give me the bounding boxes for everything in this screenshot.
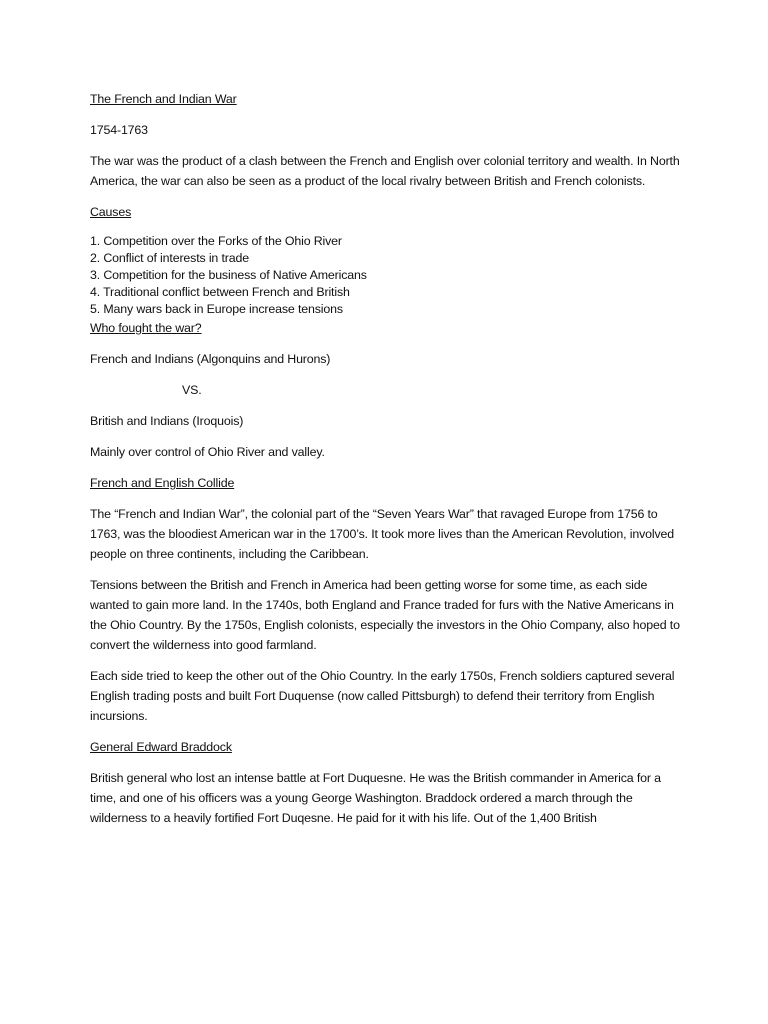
versus-text: VS.: [182, 383, 202, 397]
side-a-text: French and Indians (Algonquins and Hurons): [90, 352, 331, 366]
list-item: 5. Many wars back in Europe increase tensions: [90, 302, 343, 316]
braddock-paragraph: British general who lost an intense battle at Fort Duquesne. He was the British commander in America for a time, and one of his officers was a young George Washington. Braddock ordered a march through the wilderness to a heavily fortified Fort Duqesne. He paid for it with his life. Out of the 1,400 British: [90, 771, 661, 825]
document-body: [90, 89, 680, 828]
list-item: 3. Competition for the business of Native Americans: [90, 268, 367, 282]
intro-paragraph: The war was the product of a clash between the French and English over colonial territory and wealth. In North America, the war can also be seen as a product of the local rivalry between British and French colonists.: [90, 154, 680, 188]
collide-heading: French and English Collide: [90, 476, 235, 490]
document-title: The French and Indian War: [90, 92, 237, 106]
causes-heading: Causes: [90, 205, 132, 219]
list-item: 2. Conflict of interests in trade: [90, 251, 249, 265]
collide-paragraph-3: Each side tried to keep the other out of the Ohio Country. In the early 1750s, French soldiers captured several English trading posts and built Fort Duquense (now called Pittsburgh) to defend their territory from English incursions.: [90, 669, 675, 723]
collide-paragraph-2: Tensions between the British and French in America had been getting worse for some time, as each side wanted to gain more land. In the 1740s, both England and France traded for furs with the Native Americans in the Ohio Country. By the 1750s, English colonists, especially the investors in the Ohio Company, also hoped to convert the wilderness into good farmland.: [90, 578, 680, 652]
causes-list: [90, 233, 680, 318]
who-fought-heading: Who fought the war?: [90, 321, 202, 335]
document-dates: 1754-1763: [90, 123, 148, 137]
braddock-heading: General Edward Braddock: [90, 740, 232, 754]
list-item: 1. Competition over the Forks of the Ohio River: [90, 234, 342, 248]
side-b-text: British and Indians (Iroquois): [90, 414, 244, 428]
list-item: 4. Traditional conflict between French and British: [90, 285, 350, 299]
control-note: Mainly over control of Ohio River and valley.: [90, 445, 325, 459]
collide-paragraph-1: The “French and Indian War”, the colonial part of the “Seven Years War” that ravaged Europe from 1756 to 1763, was the bloodiest American war in the 1700’s. It took more lives than the American Revolution, involved people on three continents, including the Caribbean.: [90, 507, 675, 561]
